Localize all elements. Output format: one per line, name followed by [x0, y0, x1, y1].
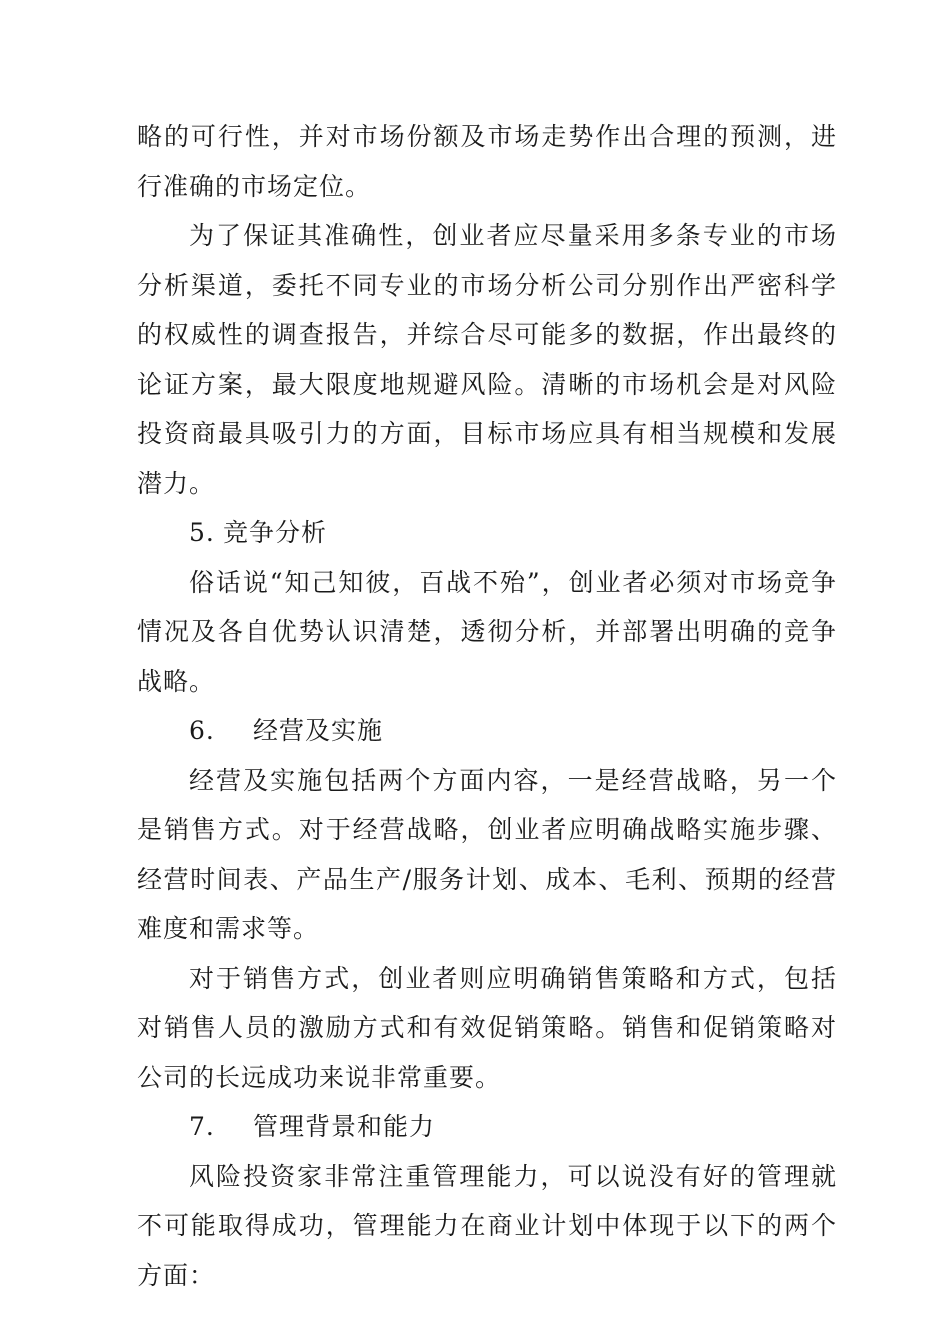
section-number: 5.	[189, 518, 215, 547]
paragraph-market-analysis-accuracy: 为了保证其准确性，创业者应尽量采用多条专业的市场分析渠道，委托不同专业的市场分析公司分别作出严密科学的权威性的调查报告，并综合尽可能多的数据，作出最终的论证方案，最大限度地规避风险。清晰的市场机会是对风险投资商最具吸引力的方面，目标市场应具有相当规模和发展潜力。	[137, 221, 837, 498]
paragraph-operations-strategy: 经营及实施包括两个方面内容，一是经营战略，另一个是销售方式。对于经营战略，创业者应明确战略实施步骤、经营时间表、产品生产/服务计划、成本、毛利、预期的经营难度和需求等。	[137, 765, 837, 943]
section-title: 经营及实施	[253, 716, 384, 745]
paragraph-sales-method: 对于销售方式，创业者则应明确销售策略和方式，包括对销售人员的激励方式和有效促销策略。销售和促销策略对公司的长远成功来说非常重要。	[137, 963, 837, 1092]
section-title: 管理背景和能力	[253, 1112, 436, 1141]
document-body	[137, 112, 837, 1300]
section-heading-operations	[137, 706, 837, 756]
section-title: 竞争分析	[223, 518, 328, 547]
paragraph-management-ability: 风险投资家非常注重管理能力，可以说没有好的管理就不可能取得成功，管理能力在商业计划中体现于以下的两个方面：	[137, 1161, 837, 1290]
section-heading-competition	[137, 508, 837, 558]
paragraph-competition: 俗话说“知己知彼，百战不殆”，创业者必须对市场竞争情况及各自优势认识清楚，透彻分析，并部署出明确的竞争战略。	[137, 567, 837, 696]
paragraph-market-positioning: 略的可行性，并对市场份额及市场走势作出合理的预测，进行准确的市场定位。	[137, 122, 837, 201]
section-number: 7.	[189, 1112, 215, 1141]
section-number: 6.	[189, 716, 215, 745]
section-heading-management	[137, 1102, 837, 1152]
